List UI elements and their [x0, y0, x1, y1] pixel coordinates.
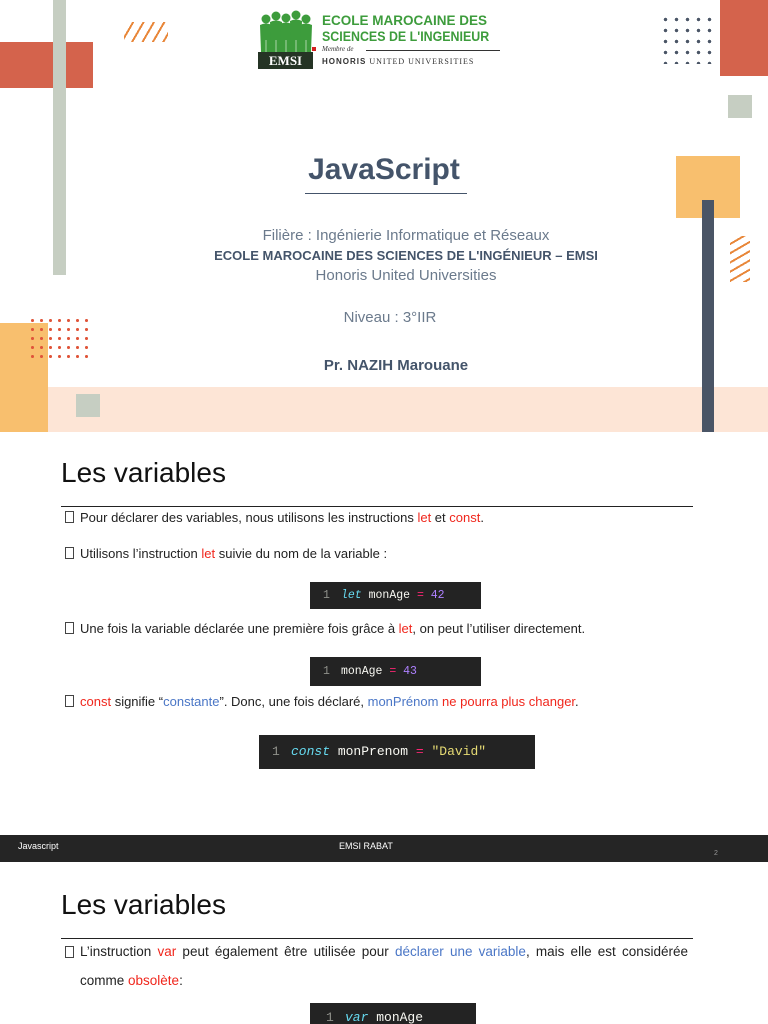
- line-number: 1: [323, 589, 330, 602]
- logo-member-label: Membre de: [322, 45, 354, 53]
- level-label: Niveau : 3°IIR: [343, 309, 437, 326]
- bullet-text: , on peut l’utiliser directement.: [412, 621, 586, 636]
- logo-network: [322, 57, 474, 67]
- decor-sage-square-left: [76, 394, 100, 417]
- slide-footer: [0, 835, 768, 862]
- bullet-icon: [65, 622, 74, 634]
- decor-red-dot-grid: [28, 316, 91, 362]
- keyword-let: let: [417, 510, 432, 525]
- title-slide: [0, 0, 768, 432]
- highlight-obsolete: obsolète: [128, 973, 180, 988]
- code-block: [310, 657, 481, 686]
- professor-name: Pr. NAZIH Marouane: [323, 357, 469, 374]
- slide-variables-2: [0, 862, 768, 1024]
- logo-divider: [366, 50, 500, 51]
- code-keyword: var: [345, 1010, 369, 1024]
- bullet-text: ”. Donc, une fois déclaré,: [219, 694, 368, 709]
- code-keyword: let: [341, 589, 362, 602]
- decor-diagonal-strokes-top: [124, 22, 168, 42]
- code-keyword: const: [291, 744, 331, 759]
- code-operator: =: [389, 665, 397, 678]
- slide-variables-1: [0, 432, 768, 862]
- decor-red-rectangle-right: [720, 0, 768, 76]
- logo-red-dot: [312, 47, 316, 51]
- bullet-paragraph: [80, 937, 688, 995]
- bullet-text: signifie “: [111, 694, 164, 709]
- logo-soldiers-icon: [258, 10, 314, 52]
- code-string: "David": [431, 744, 487, 759]
- logo-badge: EMSI: [258, 52, 313, 69]
- bullet-text: :: [179, 973, 183, 988]
- school-name: ECOLE MAROCAINE DES SCIENCES DE L'INGÉNIEUR – EMSI: [214, 248, 598, 263]
- code-value: 42: [430, 589, 445, 602]
- line-number: 1: [323, 665, 330, 678]
- bullet-text: suivie du nom de la variable :: [215, 546, 388, 561]
- bullet-text: L’instruction: [80, 944, 158, 959]
- bullet-text: Utilisons l’instruction: [80, 546, 202, 561]
- decor-peach-band: [48, 387, 768, 432]
- logo-school-line2: SCIENCES DE L'INGENIEUR: [322, 29, 490, 44]
- footer-page-number: 2: [714, 850, 718, 857]
- bullet-text: , mais elle est considérée comme: [80, 944, 688, 988]
- bullet-item: [65, 693, 579, 711]
- decor-sage-square-right: [728, 95, 752, 118]
- bullet-text: .: [480, 510, 484, 525]
- code-operator: =: [415, 744, 424, 759]
- bullet-text: Pour déclarer des variables, nous utilisons les instructions: [80, 510, 418, 525]
- bullet-text: Une fois la variable déclarée une première fois grâce à: [80, 621, 399, 636]
- footer-course: Javascript: [18, 841, 59, 851]
- bullet-icon: [65, 946, 74, 958]
- title-underline: [61, 506, 693, 507]
- code-identifier: monAge: [376, 1010, 424, 1024]
- highlight-constante: constante: [163, 694, 220, 709]
- code-operator: =: [416, 589, 424, 602]
- bullet-text: et: [431, 510, 450, 525]
- slide-title: Les variables: [61, 457, 226, 488]
- code-identifier: monAge: [341, 665, 383, 678]
- code-block: [310, 582, 481, 609]
- highlight-warning: ne pourra plus changer: [438, 694, 576, 709]
- code-block: [259, 735, 535, 769]
- decor-red-rectangle-left: [0, 42, 93, 88]
- bullet-text: .: [575, 694, 579, 709]
- footer-campus: EMSI RABAT: [339, 841, 393, 851]
- logo-network-rest: UNITED UNIVERSITIES: [369, 57, 475, 66]
- decor-sage-bar: [53, 0, 66, 275]
- bullet-icon: [65, 695, 74, 707]
- program-label: Filière : Ingénierie Informatique et Réseaux: [262, 227, 550, 244]
- bullet-icon: [65, 547, 74, 559]
- logo-school-line1: ECOLE MAROCAINE DES: [322, 13, 488, 28]
- highlight-declare: déclarer une variable: [394, 944, 526, 959]
- code-block: [310, 1003, 476, 1024]
- title-underline: [305, 193, 467, 194]
- highlight-variable-name: monPrénom: [367, 694, 439, 709]
- bullet-item: [65, 545, 387, 563]
- decor-navy-dot-grid: [660, 14, 718, 64]
- line-number: 1: [326, 1010, 334, 1024]
- logo-network-brand: HONORIS: [322, 57, 367, 66]
- keyword-let: let: [201, 546, 216, 561]
- code-value: 43: [403, 665, 417, 678]
- bullet-item: [65, 509, 484, 527]
- keyword-var: var: [157, 944, 177, 959]
- presentation-title: JavaScript: [308, 153, 460, 186]
- bullet-item: [65, 620, 585, 638]
- network-name: Honoris United Universities: [315, 267, 497, 284]
- code-identifier: monPrenom: [337, 744, 409, 759]
- bullet-icon: [65, 511, 74, 523]
- keyword-let: let: [398, 621, 413, 636]
- bullet-text: peut également être utilisée pour: [176, 944, 395, 959]
- code-identifier: monAge: [368, 589, 411, 602]
- decor-navy-bar: [702, 200, 714, 432]
- line-number: 1: [272, 744, 280, 759]
- keyword-const: const: [80, 694, 112, 709]
- keyword-const: const: [449, 510, 481, 525]
- slide-title: Les variables: [61, 889, 226, 920]
